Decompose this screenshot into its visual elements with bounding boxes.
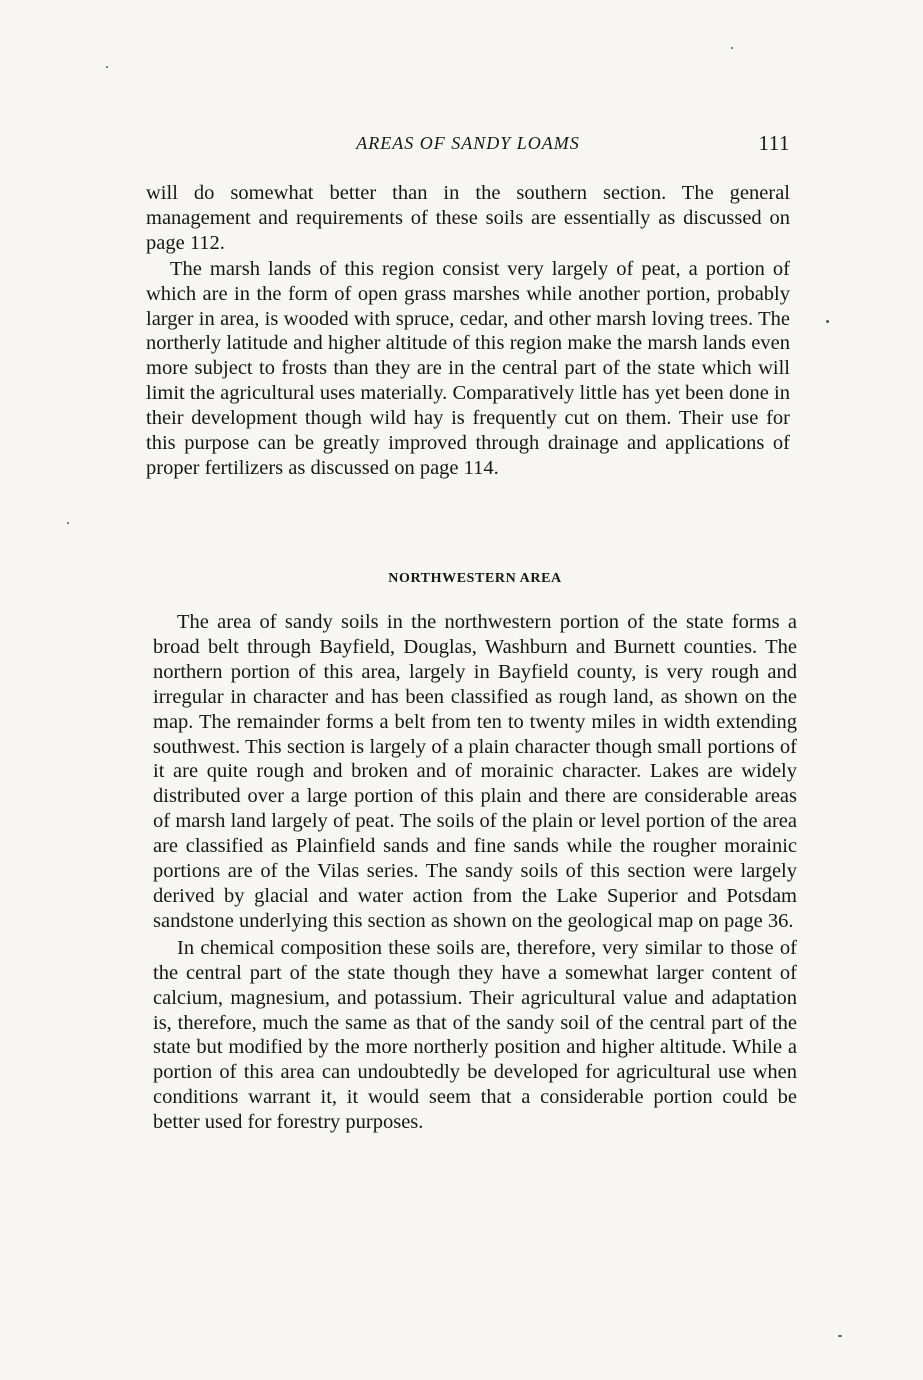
section-heading: NORTHWESTERN AREA — [388, 571, 562, 586]
page-number: 111 — [758, 131, 790, 155]
section-text — [153, 610, 797, 1135]
paper-speck — [838, 1335, 842, 1337]
running-head — [146, 133, 790, 159]
paper-speck — [731, 47, 733, 49]
running-title: AREAS OF SANDY LOAMS — [356, 133, 580, 153]
intro-paragraph-continuation: will do somewhat better than in the southern section. The general management and requirements of these soils are essentially as discussed on page 112. — [146, 182, 790, 254]
chemical-composition-paragraph: In chemical composition these soils are, therefore, very similar to those of the central part of the state though they have a somewhat larger content of calcium, magnesium, and potassium. Their agricultural value and adaptation is, therefore, much the same as that of the sandy soil of the central part of the state but modified by the more northerly position and higher altitude. While a portion of this area can undoubtedly be developed for agricultural use when conditions warrant it, it would seem that a considerable portion could be better used for forestry purposes. — [153, 936, 797, 1134]
marsh-lands-paragraph: The marsh lands of this region consist very largely of peat, a portion of which are in the form of open grass marshes while another portion, probably larger in area, is wooded with spruce, cedar, and other marsh loving trees. The northerly latitude and higher altitude of this region make the marsh lands even more subject to frosts than they are in the central part of the state which will limit the agricultural uses materially. Comparatively little has yet been done in their development though wild hay is frequently cut on them. Their use for this purpose can be greatly improved through drainage and applications of proper fertilizers as discussed on page 114. — [146, 257, 790, 479]
intro-text — [146, 181, 790, 481]
paper-speck — [106, 66, 108, 68]
northwestern-area-paragraph: The area of sandy soils in the northwestern portion of the state forms a broad belt through Bayfield, Douglas, Washburn and Burnett counties. The northern portion of this area, largely in Bayfield county, is very rough and irregular in character and has been classified as rough land, as shown on the map. The remainder forms a belt from ten to twenty miles in width extending southwest. This section is largely of a plain character though small portions of it are quite rough and broken and of morainic character. Lakes are widely distributed over a large portion of this plain and there are considerable areas of marsh land largely of peat. The soils of the plain or level portion of the area are classified as Plainfield sands and fine sands while the rougher morainic portions are of the Vilas series. The sandy soils of this section were largely derived by glacial and water action from the Lake Superior and Potsdam sandstone underlying this section as shown on the geological map on page 36. — [153, 611, 797, 932]
paper-speck — [826, 320, 829, 323]
paper-speck — [67, 522, 69, 524]
